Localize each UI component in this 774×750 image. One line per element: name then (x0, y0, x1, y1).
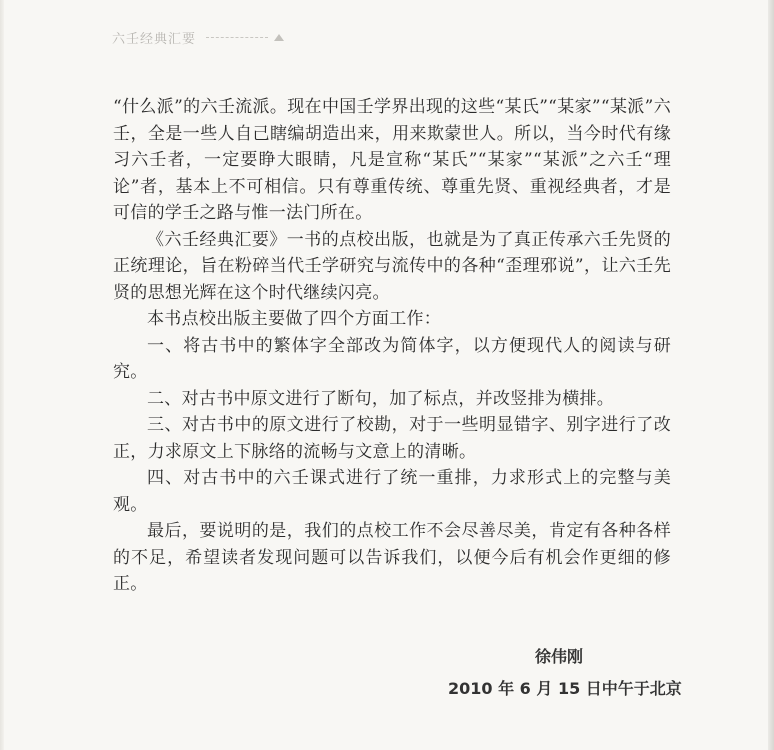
paragraph-work-item-1: 一、将古书中的繁体字全部改为简体字，以方便现代人的阅读与研究。 (113, 335, 671, 382)
header-rule (206, 37, 268, 38)
signature-date: 2010 年 6 月 15 日中午于北京 (448, 679, 682, 698)
page-edge-right (768, 0, 774, 750)
page-edge-left (0, 0, 4, 750)
paragraph-work-intro: 本书点校出版主要做了四个方面工作： (147, 309, 442, 329)
header-triangle-icon (274, 34, 284, 41)
running-header-title: 六壬经典汇要 (112, 31, 197, 47)
paragraph-work-item-2: 二、对古书中原文进行了断句，加了标点，并改竖排为横排。 (147, 388, 615, 409)
paragraph-work-item-3: 三、对古书中的原文进行了校勘，对于一些明显错字、别字进行了改正，力求原文上下脉络的流畅与文意上的清晰。 (113, 415, 671, 462)
paragraph-work-item-4: 四、对古书中的六壬课式进行了统一重排，力求形式上的完整与美观。 (113, 468, 671, 515)
paragraph-closing: 最后，要说明的是，我们的点校工作不会尽善尽美，肯定有各种各样的不足，希望读者发现问题可以告诉我们，以便今后有机会作更细的修正。 (113, 521, 671, 594)
signature-author: 徐伟刚 (535, 647, 584, 666)
body-text (113, 94, 671, 598)
running-header (112, 26, 284, 48)
paragraph-purpose: 《六壬经典汇要》一书的点校出版，也就是为了真正传承六壬先贤的正统理论，旨在粉碎当代壬学研究与流传中的各种“歪理邪说”，让六壬先贤的思想光辉在这个时代继续闪亮。 (113, 229, 671, 303)
paragraph-continuation: “什么派”的六壬流派。现在中国壬学界出现的这些“某氏”“某家”“某派”六壬，全是一些人自己瞎编胡造出来，用来欺蒙世人。所以，当今时代有缘习六壬者，一定要睁大眼睛，凡是宣称“某氏”“某家”“某派”之六壬“理论”者，基本上不可相信。只有尊重传统、尊重先贤、重视经典者，才是可信的学壬之路与惟一法门所在。 (113, 97, 671, 223)
